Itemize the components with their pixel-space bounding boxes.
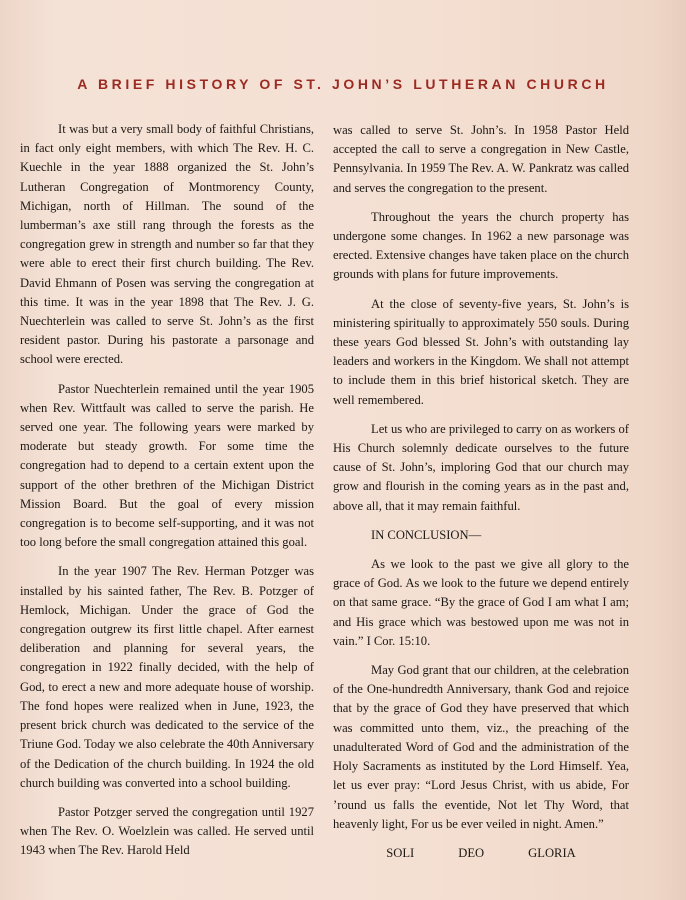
paragraph: Let us who are privileged to carry on as workers of His Church solemnly dedicate ourselves to the future cause of St. John’s, imploring God that our church may grow and flourish in the coming years as in the past and, above all, that it may remain faithful. [333,421,629,513]
paragraph: In the year 1907 The Rev. Herman Potzger was installed by his sainted father, The Rev. B. Potzger of Hemlock, Michigan. Under the grace of God the congregation outgrew its first little chapel. After earnest deliberation and planning for several years, the congregation in 1922 finally decided, with the help of God, to erect a new and more adequate house of worship. The fond hopes were realized when in June, 1923, the present brick church was dedicated to the service of the Triune God. Today we also celebrate the 40th Anniversary of the Dedication of the church building. In 1924 the old church building was converted into a school building. [20,564,314,790]
closing-word: SOLI [386,845,415,860]
conclusion-heading: IN CONCLUSION— [371,527,482,542]
closing-line [333,844,629,863]
left-column [20,120,314,871]
paragraph: It was but a very small body of faithful Christians, in fact only eight members, with which The Rev. H. C. Kuechle in the year 1888 organized the St. John’s Lutheran Congregation of Montmorency County, Michigan, north of Hillman. The sound of the lumberman’s axe still rang through the forests as the congregation grew in strength and number so far that they were able to erect their first church building. The Rev. David Ehmann of Posen was serving the congregation at this time. It was in the year 1898 that The Rev. J. G. Nuechterlein was called to serve St. John’s as the first resident pastor. During his pastorate a parsonage and school were erected. [20,122,314,367]
closing-word: GLORIA [528,845,576,860]
paragraph: At the close of seventy-five years, St. John’s is ministering spiritually to approximately 550 souls. During these years God blessed St. John’s with outstanding lay leaders and workers in the Kingdom. We shall not attempt to include them in this brief historical sketch. They are well remembered. [333,296,629,407]
closing-word: DEO [458,845,485,860]
paper-mark [672,440,678,470]
paragraph: Pastor Potzger served the congregation until 1927 when The Rev. O. Woelzlein was called. He served until 1943 when The Rev. Harold Held [20,804,314,858]
right-column [333,121,629,863]
paragraph: Throughout the years the church property has undergone some changes. In 1962 a new parsonage was erected. Extensive changes have taken place on the church grounds with plans for future improvements. [333,209,629,282]
paragraph-continuation: was called to serve St. John’s. In 1958 Pastor Held accepted the call to serve a congregation in New Castle, Pennsylvania. In 1959 The Rev. A. W. Pankratz was called and serves the congregation to the present. [333,123,629,195]
paragraph: May God grant that our children, at the celebration of the One-hundredth Anniversary, thank God and rejoice that by the grace of God they have preserved that which was committed unto them, viz., the preaching of the unadulterated Word of God and the administration of the Holy Sacraments as instituted by the Lord Himself. Yea, let us ever pray: “Lord Jesus Christ, with us abide, For ’round us falls the eventide, Not let Thy Word, that heavenly light, For us be ever veiled in night. Amen.” [333,663,629,831]
page-title: A BRIEF HISTORY OF ST. JOHN’S LUTHERAN CHURCH [77,76,609,92]
paragraph: Pastor Nuechterlein remained until the year 1905 when Rev. Wittfault was called to serve the parish. He served one year. The following years were marked by moderate but steady growth. For some time the congregation had to depend to a certain extent upon the support of the other brethren of the Michigan District Mission Board. But the goal of every mission congregation is to become self-supporting, and it was not too long before the small congregation attained this goal. [20,381,314,550]
paragraph: As we look to the past we give all glory to the grace of God. As we look to the future we depend entirely on that same grace. “By the grace of God I am what I am; and His grace which was bestowed upon me was not in vain.” I Cor. 15:10. [333,557,629,648]
